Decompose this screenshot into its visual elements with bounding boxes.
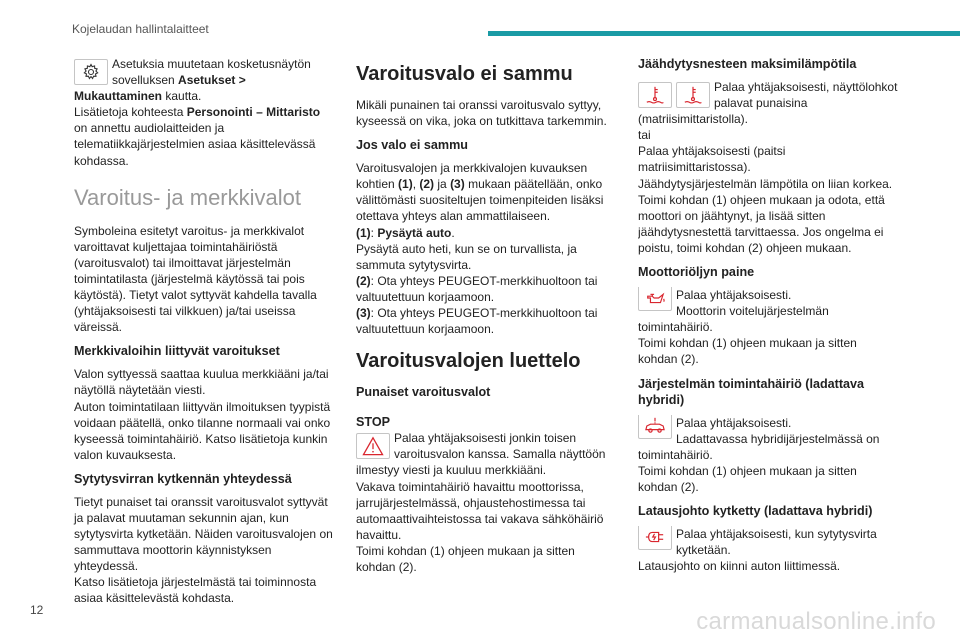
stop-text-1: Palaa yhtäjaksoisesti jonkin toisen varoitusvalon kanssa. Samalla näyttöön ilmestyy viesti ja kuuluu merkkiääni. <box>356 431 606 478</box>
title-warning-stays-on: Varoitusvalo ei sammu <box>356 63 573 85</box>
hybrid-text-2: Ladattavassa hybridijärjestelmässä on toimintahäiriö. <box>638 431 880 462</box>
step-3-text: : Ota yhteys PEUGEOT-merkkihuoltoon tai valtuutettuun korjaamoon. <box>356 306 598 337</box>
settings-note-post: kautta. <box>162 89 202 104</box>
oil-text-3: Toimi kohdan (1) ohjeen mukaan ja sitten kohdan (2). <box>638 336 857 367</box>
settings-note <box>74 56 336 104</box>
ignition-paragraph <box>74 494 336 607</box>
section-title: Varoitus- ja merkkivalot <box>74 184 301 210</box>
title-warning-list: Varoitusvalojen luettelo <box>356 350 581 373</box>
hybrid-car-warning-icon <box>638 415 672 439</box>
header-accent-bar <box>488 31 960 36</box>
messages-line-1: Valon syttyessä saattaa kuulua merkkiääni ja/tai näytöllä näytetään viesti. <box>74 367 329 398</box>
if-on-paragraph <box>356 160 616 337</box>
oil-can-icon <box>638 287 672 311</box>
gear-icon <box>74 59 108 85</box>
cable-text-1: Palaa yhtäjaksoisesti, kun sytytysvirta kytketään. <box>676 526 877 558</box>
personal-path: Personointi – Mittaristo <box>186 105 321 120</box>
step-1-number: (1) <box>356 225 371 240</box>
step-1-text: Pysäytä auto heti, kun se on turvallista, ja sammuta sytytysvirta. <box>356 241 577 272</box>
coolant-entry <box>638 79 898 256</box>
oil-text-1: Palaa yhtäjaksoisesti. <box>676 288 792 303</box>
column-left <box>74 56 336 615</box>
stop-entry <box>356 430 616 575</box>
if-on-a: Varoitusvalojen ja merkkivalojen kuvauksen kohtien <box>356 161 588 192</box>
hybrid-entry <box>638 415 898 495</box>
step-1-colon: : <box>370 225 378 240</box>
stop-text-3: Toimi kohdan (1) ohjeen mukaan ja sitten kohdan (2). <box>356 543 575 574</box>
ignition-line-1: Tietyt punaiset tai oranssit varoitusvalot syttyvät ja palavat muutaman sekunnin ajan, kun sytytysvirta kytketään. Näiden varoitusvalojen on sammuttava moottorin käynnistyksen yhteydessä. <box>74 494 333 574</box>
charging-plug-icon <box>638 526 672 550</box>
settings-note-pre: Asetuksia muutetaan kosketusnäytön sovelluksen <box>112 57 311 88</box>
if-on-c: ja <box>434 177 451 192</box>
warning-intro: Mikäli punainen tai oranssi varoitusvalo syttyy, kyseessä on vika, joka on tutkittava tarkemmin. <box>356 98 607 129</box>
watermark: carmanualsonline.info <box>696 608 936 635</box>
messages-line-2: Auton toimintatilaan liittyvän ilmoituksen tyypistä voidaan päätellä, onko tilanne normaali vai onko kyseessä toimintahäiriö. Katso lisätietoja kunkin valon kuvauksesta. <box>74 399 331 462</box>
ref-3: (3) <box>450 177 465 192</box>
ref-2: (2) <box>419 177 435 192</box>
coolant-temperature-icon <box>676 82 710 108</box>
heading-if-light-stays-on: Jos valo ei sammu <box>356 138 468 153</box>
if-on-d: mukaan päätellään, onko välittömästi suositeltujen toimenpiteiden lisäksi otettava yhteys alan ammattilaiseen. <box>356 177 604 224</box>
step-2-text: : Ota yhteys PEUGEOT-merkkihuoltoon tai valtuutettuun korjaamoon. <box>356 273 598 304</box>
step-2-number: (2) <box>356 273 371 288</box>
coolant-or: tai <box>638 128 651 143</box>
oil-text-2: Moottorin voitelujärjestelmän toimintahäiriö. <box>638 304 829 335</box>
heading-messages: Merkkivaloihin liittyvät varoitukset <box>74 344 280 359</box>
step-1-dot: . <box>451 225 455 240</box>
heading-red-warnings: Punaiset varoitusvalot <box>356 385 491 400</box>
column-middle <box>356 56 616 575</box>
ignition-line-2: Katso lisätietoja järjestelmästä tai toiminnosta asiaa käsittelevästä kohdasta. <box>74 575 317 606</box>
heading-coolant: Jäähdytysnesteen maksimilämpötila <box>638 57 857 71</box>
running-header: Kojelaudan hallintalaitteet <box>72 22 209 36</box>
cable-text-2: Latausjohto on kiinni auton liittimessä. <box>638 559 841 574</box>
hybrid-text-1: Palaa yhtäjaksoisesti. <box>676 415 792 430</box>
heading-charging-cable: Latausjohto kytketty (ladattava hybridi) <box>638 503 873 518</box>
coolant-text-3: Jäähdytysjärjestelmän lämpötila on liian korkea. Toimi kohdan (1) ohjeen mukaan ja odota, että moottori on jäähtynyt, ja lisää sitten jäähdytysnestettä tarvittaessa. Jos ongelma ei poistu, toimi kohdan (2) ohjeen mukaan. <box>638 176 893 255</box>
oil-entry <box>638 287 898 367</box>
heading-hybrid-fault: Järjestelmän toimintahäiriö (ladattava hybridi) <box>638 376 865 407</box>
step-1-title: Pysäytä auto <box>377 225 452 240</box>
personal-note <box>74 104 336 168</box>
hybrid-text-3: Toimi kohdan (1) ohjeen mukaan ja sitten kohdan (2). <box>638 463 857 494</box>
step-3-number: (3) <box>356 306 371 321</box>
personal-note-post: on annettu audiolaitteiden ja telematiikkajärjestelmien asiaa käsittelevässä kohdassa. <box>74 121 316 168</box>
if-on-b: , <box>412 177 420 192</box>
warning-triangle-icon <box>356 433 390 459</box>
heading-stop: STOP <box>356 415 391 430</box>
coolant-temperature-icon <box>638 82 672 108</box>
heading-oil-pressure: Moottoriöljyn paine <box>638 265 755 280</box>
stop-text-2: Vakava toimintahäiriö havaittu moottorissa, jarrujärjestelmässä, ohjaustehostimessa tai automaattivaihteistossa tai vakava sähköhäiriö havaittu. <box>356 479 604 542</box>
intro-paragraph: Symboleina esitetyt varoitus- ja merkkivalot varoittavat kuljettajaa toimintahäiriöstä (varoitusvalot) tai ilmoittavat järjestelmän toimintatilasta (järjestelmä käytössä tai pois käytöstä). Tietyt valot syttyvät kahdella tavalla (yhtäjaksoisesti tai vilkkuen) ja/tai useissa väreissä. <box>74 223 317 335</box>
ref-1: (1) <box>398 177 413 192</box>
coolant-text-1: Palaa yhtäjaksoisesti, näyttölohkot palavat punaisina (matriisimittaristolla). <box>638 80 898 127</box>
coolant-text-2: Palaa yhtäjaksoisesti (paitsi matriisimittaristossa). <box>638 144 786 175</box>
messages-paragraph <box>74 366 336 463</box>
heading-ignition: Sytytysvirran kytkennän yhteydessä <box>74 471 292 486</box>
column-right <box>638 56 898 574</box>
cable-entry <box>638 526 898 574</box>
page-number: 12 <box>30 603 44 617</box>
personal-note-pre: Lisätietoja kohteesta <box>74 105 187 120</box>
settings-path: Asetukset > Mukauttaminen <box>74 73 246 104</box>
